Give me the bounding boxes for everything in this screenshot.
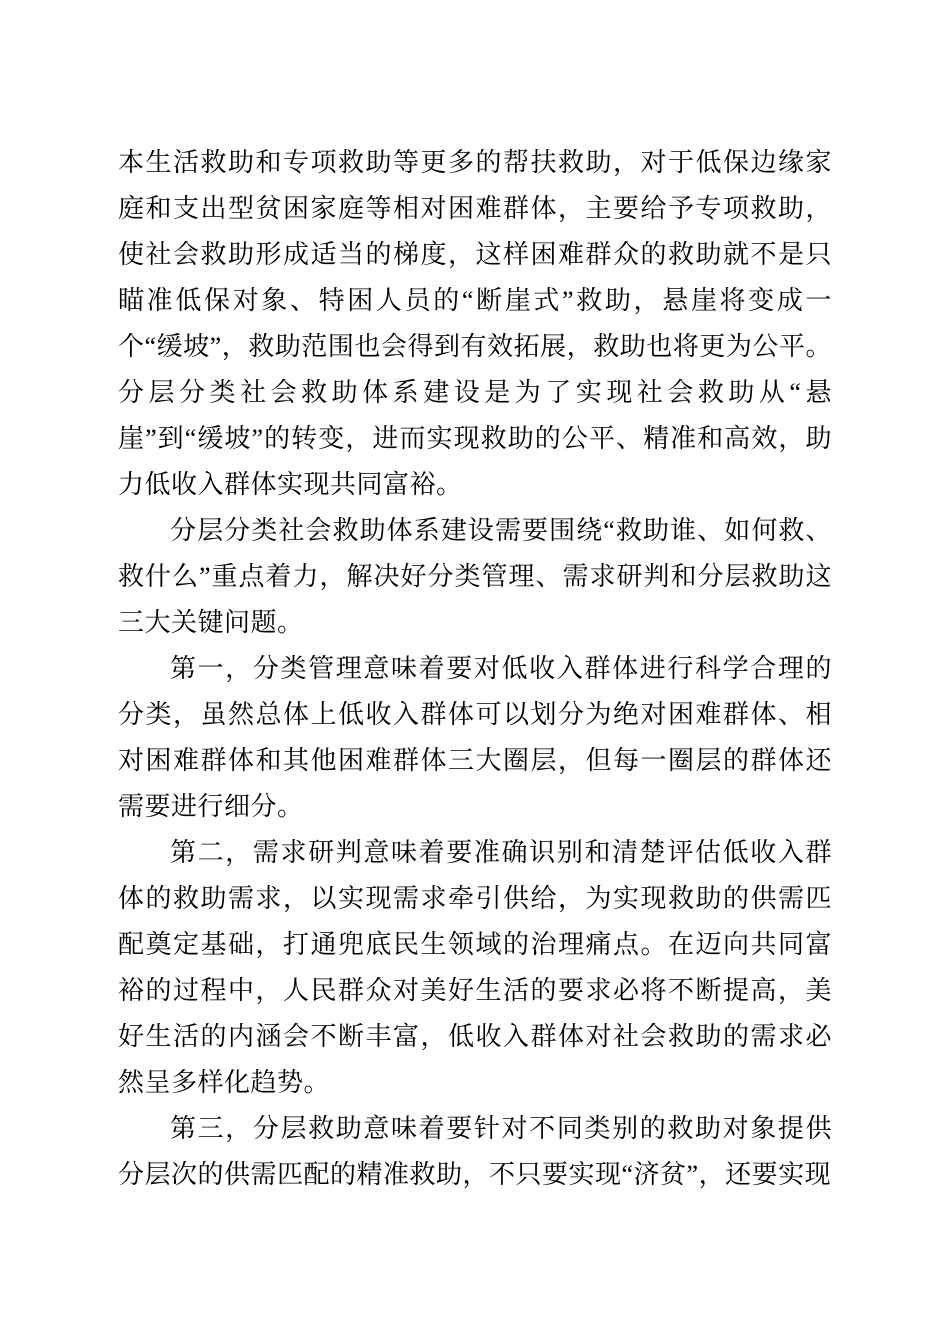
paragraph: 分层分类社会救助体系建设需要围绕“救助谁、如何救、救什么”重点着力，解决好分类管理、需求研判和分层救助这三大关键问题。 bbox=[118, 516, 832, 637]
paragraph: 本生活救助和专项救助等更多的帮扶救助，对于低保边缘家庭和支出型贫困家庭等相对困难群体，主要给予专项救助，使社会救助形成适当的梯度，这样困难群众的救助就不是只瞄准低保对象、特困人员的“断崖式”救助，悬崖将变成一个“缓坡”，救助范围也会得到有效拓展，救助也将更为公平。分层分类社会救助体系建设是为了实现社会救助从“悬崖”到“缓坡”的转变，进而实现救助的公平、精准和高效，助力低收入群体实现共同富裕。 bbox=[118, 148, 832, 499]
paragraph: 第三，分层救助意味着要针对不同类别的救助对象提供分层次的供需匹配的精准救助，不只要实现“济贫”，还要实现 bbox=[118, 1114, 832, 1189]
document-body bbox=[118, 140, 832, 1198]
paragraph: 第二，需求研判意味着要准确识别和清楚评估低收入群体的救助需求，以实现需求牵引供给，为实现救助的供需匹配奠定基础，打通兜底民生领域的治理痛点。在迈向共同富裕的过程中，人民群众对美好生活的要求必将不断提高，美好生活的内涵会不断丰富，低收入群体对社会救助的需求必然呈多样化趋势。 bbox=[118, 838, 832, 1097]
paragraph: 第一，分类管理意味着要对低收入群体进行科学合理的分类，虽然总体上低收入群体可以划分为绝对困难群体、相对困难群体和其他困难群体三大圈层，但每一圈层的群体还需要进行细分。 bbox=[118, 654, 832, 821]
